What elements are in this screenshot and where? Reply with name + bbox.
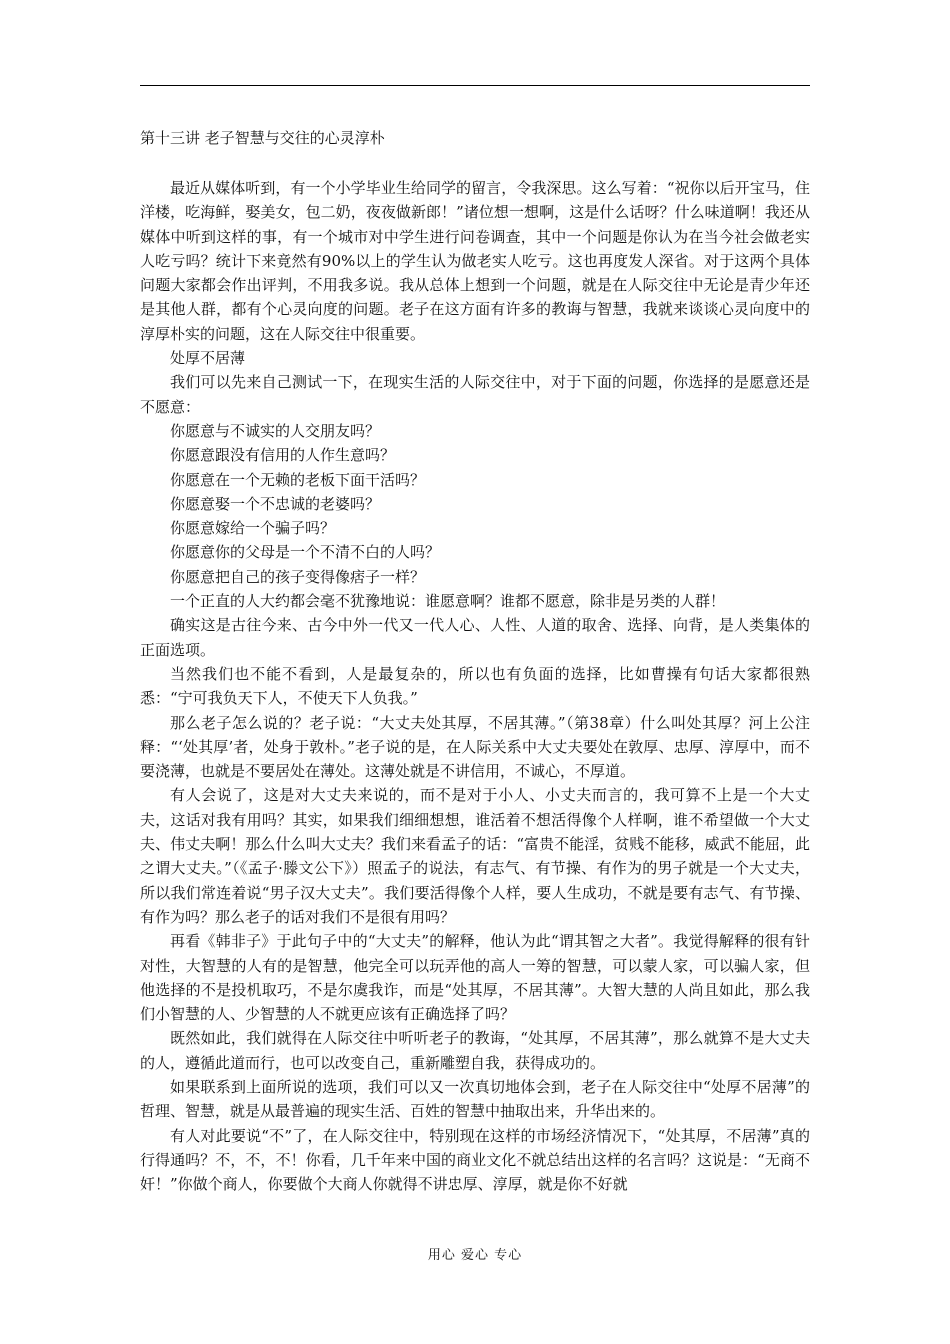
question-item: 你愿意在一个无赖的老板下面干活吗？ <box>170 470 426 489</box>
body-paragraph: 一个正直的人大约都会毫不犹豫地说：谁愿意啊？谁都不愿意，除非是另类的人群！ <box>170 592 726 611</box>
body-paragraph: 再看《韩非子》于此句子中的“大丈夫”的解释，他认为此“谓其智之大者”。我觉得解释的很有针对性，大智慧的人有的是智慧，他完全可以玩弄他的高人一筹的智慧，可以蒙人家，可以骗人家，但他选择的不是投机取巧，不是尔虞我诈，而是“处其厚，不居其薄”。大智大慧的人尚且如此，那么我们小智慧的人、少智慧的人不就更应该有正确选择了吗？ <box>140 932 810 1024</box>
question-item: 你愿意嫁给一个骗子吗？ <box>170 519 336 538</box>
document-body <box>140 176 810 1196</box>
question-item: 你愿意跟没有信用的人作生意吗？ <box>170 446 396 465</box>
question-item: 你愿意你的父母是一个不清不白的人吗？ <box>170 543 441 562</box>
question-item: 你愿意与不诚实的人交朋友吗？ <box>170 421 381 440</box>
body-paragraph: 有人对此要说“不”了，在人际交往中，特别现在这样的市场经济情况下，“处其厚，不居薄”真的行得通吗？不，不，不！你看，几千年来中国的商业文化不就总结出这样的名言吗？这说是：“无商不奸！”你做个商人，你要做个大商人你就得不讲忠厚、淳厚，就是你不好就 <box>140 1126 810 1194</box>
test-intro-paragraph: 我们可以先来自己测试一下，在现实生活的人际交往中，对于下面的问题，你选择的是愿意还是不愿意： <box>140 373 810 416</box>
body-paragraph: 当然我们也不能不看到，人是最复杂的，所以也有负面的选择，比如曹操有句话大家都很熟悉：“宁可我负天下人，不使天下人负我。” <box>140 664 810 708</box>
body-paragraph: 有人会说了，这是对大丈夫来说的，而不是对于小人、小丈夫而言的，我可算不上是一个大丈夫，这话对我有用吗？其实，如果我们细细想想，谁活着不想活得像个人样啊，谁不希望做一个大丈夫、伟丈夫啊！那么什么叫大丈夫？我们来看孟子的话：“富贵不能淫，贫贱不能移，威武不能屈，此之谓大丈夫。”（《孟子·滕文公下》）照孟子的说法，有志气、有节操、有作为的男子就是一个大丈夫，所以我们常连着说“男子汉大丈夫”。我们要活得像个人样，要人生成功，不就是要有志气、有节操、有作为吗？那么老子的话对我们不是很有用吗？ <box>140 786 810 926</box>
body-paragraph: 确实这是古往今来、古今中外一代又一代人心、人性、人道的取舍、选择、向背，是人类集体的正面选项。 <box>140 616 810 659</box>
body-paragraph: 那么老子怎么说的？老子说：“大丈夫处其厚，不居其薄。”（第38章）什么叫处其厚？河上公注释：“‘处其厚’者，处身于敦朴。”老子说的是，在人际关系中大丈夫要处在敦厚、忠厚、淳厚中，而不要浇薄，也就是不要居处在薄处。这薄处就是不讲信用，不诚心，不厚道。 <box>140 713 810 781</box>
section-subheading: 处厚不居薄 <box>170 349 246 368</box>
lecture-title: 第十三讲 老子智慧与交往的心灵淳朴 <box>140 129 385 147</box>
body-paragraph: 如果联系到上面所说的选项，我们可以又一次真切地体会到，老子在人际交往中“处厚不居薄”的哲理、智慧，就是从最普遍的现实生活、百姓的智慧中抽取出来，升华出来的。 <box>140 1077 810 1121</box>
page-footer: 用心 爱心 专心 <box>427 1248 523 1263</box>
question-item: 你愿意娶一个不忠诚的老婆吗？ <box>170 494 381 513</box>
question-item: 你愿意把自己的孩子变得像痞子一样？ <box>170 567 426 586</box>
intro-paragraph: 最近从媒体听到，有一个小学毕业生给同学的留言，令我深思。这么写着：“祝你以后开宝马，住洋楼，吃海鲜，娶美女，包二奶，夜夜做新郎！”诸位想一想啊，这是什么话呀？什么味道啊！我还从媒体中听到这样的事，有一个城市对中学生进行问卷调查，其中一个问题是你认为在当今社会做老实人吃亏吗？统计下来竟然有90%以上的学生认为做老实人吃亏。这也再度发人深省。对于这两个具体问题大家都会作出评判，不用我多说。我从总体上想到一个问题，就是在人际交往中无论是青少年还是其他人群，都有个心灵向度的问题。老子在这方面有许多的教诲与智慧，我就来谈谈心灵向度中的淳厚朴实的问题，这在人际交往中很重要。 <box>140 179 810 343</box>
body-paragraph: 既然如此，我们就得在人际交往中听听老子的教诲，“处其厚，不居其薄”，那么就算不是大丈夫的人，遵循此道而行，也可以改变自己，重新雕塑自我，获得成功的。 <box>140 1029 810 1072</box>
header-rule <box>140 85 810 86</box>
